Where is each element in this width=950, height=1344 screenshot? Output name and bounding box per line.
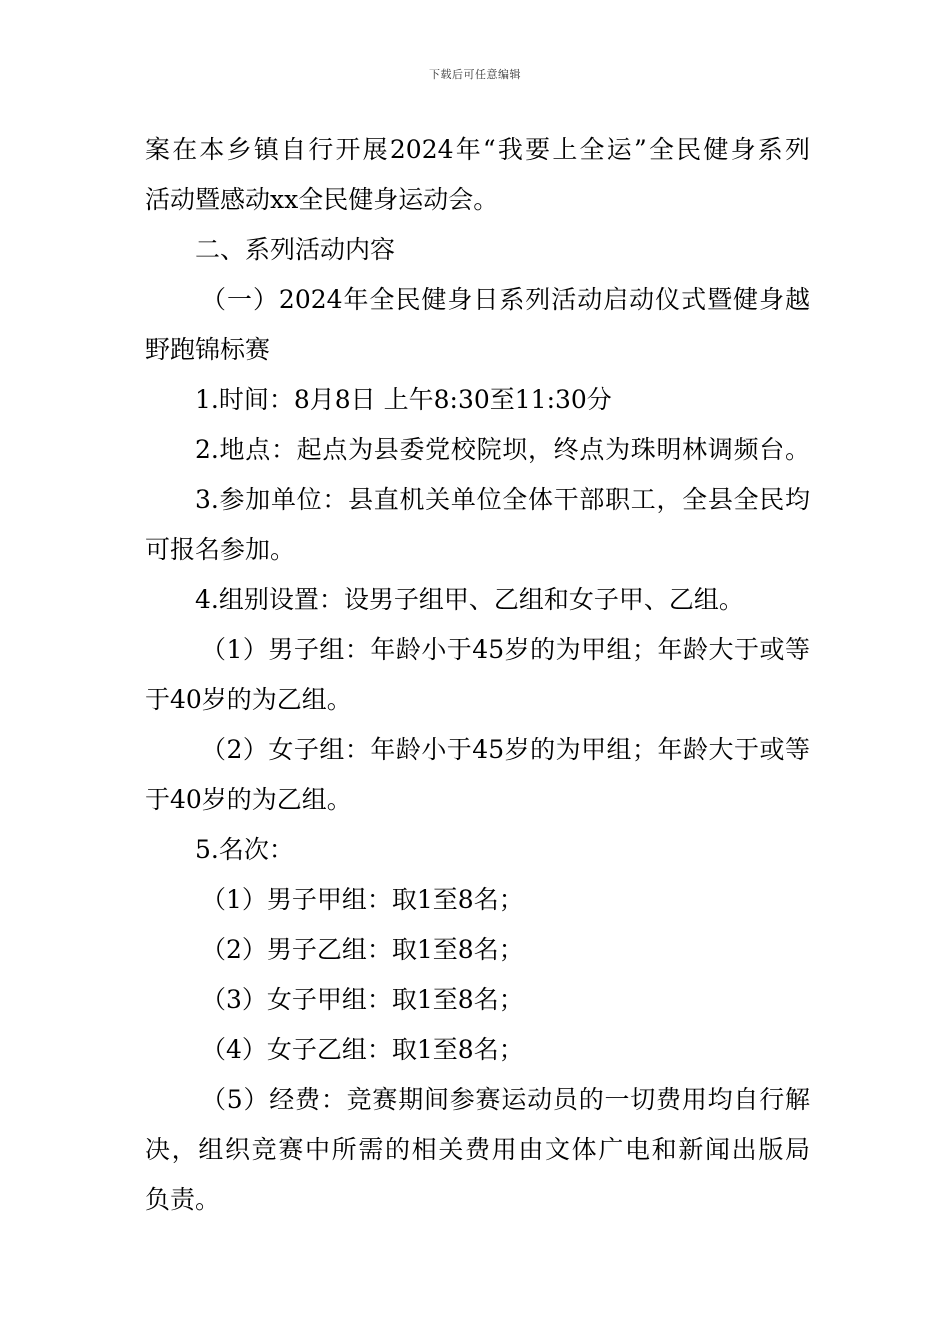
paragraph-line: 活动暨感动xx全民健身运动会。 xyxy=(145,185,499,214)
paragraph-line: （1）男子组：年龄小于45岁的为甲组；年龄大于或等 xyxy=(201,635,810,664)
paragraph-line: 负责。 xyxy=(145,1185,221,1214)
paragraph-line: 于40岁的为乙组。 xyxy=(145,685,352,714)
paragraph-line: （5）经费：竞赛期间参赛运动员的一切费用均自行解 xyxy=(201,1085,810,1114)
document-body xyxy=(145,125,810,1225)
list-item: （4）女子乙组：取1至8名； xyxy=(201,1035,524,1064)
list-item: （3）女子甲组：取1至8名； xyxy=(201,985,524,1014)
subsection-heading: （一）2024年全民健身日系列活动启动仪式暨健身越 xyxy=(201,285,810,314)
list-item: （2）男子乙组：取1至8名； xyxy=(201,935,524,964)
paragraph-line: 决，组织竞赛中所需的相关费用由文体广电和新闻出版局 xyxy=(145,1135,810,1164)
paragraph-line: 4.组别设置：设男子组甲、乙组和女子甲、乙组。 xyxy=(195,585,744,614)
paragraph-line: 5.名次： xyxy=(195,835,294,864)
paragraph-line: （2）女子组：年龄小于45岁的为甲组；年龄大于或等 xyxy=(201,735,810,764)
paragraph-line: 2.地点：起点为县委党校院坝，终点为珠明林调频台。 xyxy=(195,435,810,464)
page-header: 下载后可任意编辑 xyxy=(429,68,521,81)
paragraph-line: 1.时间：8月8日 上午8:30至11:30分 xyxy=(195,385,612,414)
paragraph-line: 案在本乡镇自行开展2024年“我要上全运”全民健身系列 xyxy=(145,135,810,164)
paragraph-line: 可报名参加。 xyxy=(145,535,296,564)
subsection-heading: 野跑锦标赛 xyxy=(145,335,271,364)
section-heading: 二、系列活动内容 xyxy=(195,235,396,264)
paragraph-line: 3.参加单位：县直机关单位全体干部职工，全县全民均 xyxy=(195,485,810,514)
paragraph-line: 于40岁的为乙组。 xyxy=(145,785,352,814)
list-item: （1）男子甲组：取1至8名； xyxy=(201,885,524,914)
